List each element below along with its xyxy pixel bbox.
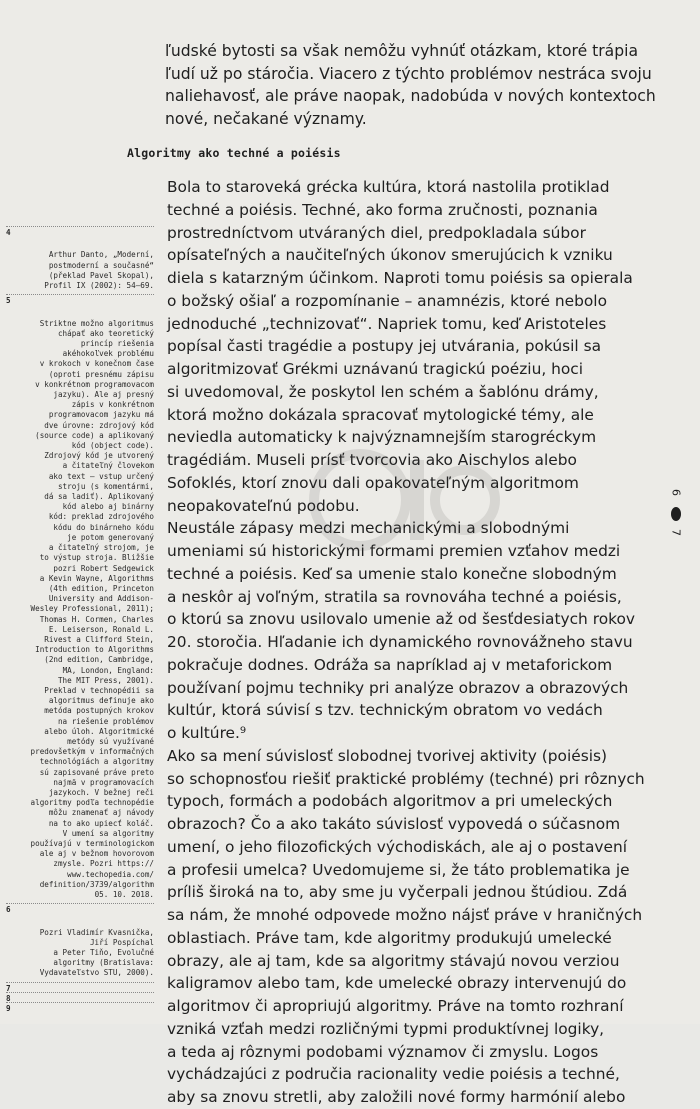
footnote-6	[6, 903, 154, 978]
footnote-number: 8	[6, 993, 11, 1003]
footnote-text: Pozri Vladimír Kvasnička, Jiří Pospíchal a Peter Tiňo, Evolučné algoritmy (Bratislava: Vydavateľstvo STU, 2000).	[39, 927, 154, 978]
folio-dot-icon	[671, 507, 681, 521]
footnote-9	[6, 1002, 154, 1013]
footnote-text: Arthur Danto, „Moderní, postmoderní a současné“ (překlad Pavel Skopal), Profil IX (2002): 54–69.	[44, 250, 154, 291]
footnote-number: 5	[6, 296, 11, 306]
paragraph-1: Bola to staroveká grécka kultúra, ktorá nastolila protiklad techné a poiésis. Techné, ako forma zručnosti, poznania prostredníctvom utváraných diel, predpokladala súbor opísateľných a naučiteľných úkonov smerujúcich k vzniku diela s katarzným účinkom. Naproti tomu poiésis sa opierala o božský ošiaľ a rozpomínanie – anamnézis, ktoré nebolo jednoduché „technizovať“. Napriek tomu, keď Aristoteles popísal časti tragédie a postupy jej utvárania, pokúsil sa algoritmizovať Grékmi uznávanú tragickú poéziu, hoci si uvedomoval, že poskytol len schém a šablónu drámy, ktorá možno dokázala spracovať mytologické témy, ale neviedla automaticky k najvýznamnejším starogréckym tragédiám. Museli prísť tvorcovia ako Aischylos alebo Sofoklés, ktorí znovu dali opakovateľným algoritmom neopakovateľnú podobu.	[167, 178, 633, 515]
footnote-8	[6, 992, 154, 1003]
footnote-number: 4	[6, 228, 11, 237]
paragraph-3: Ako sa mení súvislosť slobodnej tvorivej aktivity (poiésis) so schopnosťou riešiť praktické problémy (techné) pri rôznych typoch, formách a podobách algoritmov a pri umeleckých obrazoch? Čo a ako takáto súvislosť vypovedá o súčasnom umení, o jeho filozofických východiskách, ale aj o postavení a profesii umelca? Uvedomujeme si, že táto problematika je príliš široká na to, aby sme ju vyčerpali jednou štúdiou. Zdá sa nám, že mnohé odpovede možno nájsť práve v hraničných oblastiach. Práve tam, kde algoritmy produkujú umelecké obrazy, ale aj tam, kde sa algoritmy stávajú novou verziou kaligramov alebo tam, kde umelecké obrazy intervenujú do algoritmov či apropriujú algoritmy. Práve na tomto rozhraní vzniká vzťah medzi rozličnými typmi produktívnej logiky, a teda aj rôznymi podobami významov či zmyslu. Logos vychádzajúci z područia racionality vedie poiésis a techné, aby sa znovu stretli, aby založili nové formy harmónií alebo	[167, 746, 645, 1106]
page-number-marker	[664, 486, 688, 550]
footnotes-column	[6, 226, 154, 1012]
footnote-number: 6	[6, 905, 11, 915]
section-heading: Algoritmy ako techné a poiésis	[127, 146, 341, 160]
footnote-number: 7	[6, 983, 11, 993]
paragraph-2: Neustále zápasy medzi mechanickými a slobodnými umeniami sú historickými formami premien vzťahov medzi techné a poiésis. Keď sa umenie stalo konečne slobodným a neskôr aj voľným, stratila sa rovnováha techné a poiésis, o ktorú sa znovu usilovalo umenie až od šesťdesiatych rokov 20. storočia. Hľadanie ich dynamického rovnovážneho stavu pokračuje dodnes. Odráža sa napríklad aj v metaforickom používaní pojmu techniky pri analýze obrazov a obrazových kultúr, ktorá súvisí s tzv. technickým obratom vo vedách o kultúre.⁹	[167, 519, 635, 742]
main-text	[167, 176, 662, 1109]
footnote-4	[6, 226, 154, 291]
footnote-text: Striktne možno algoritmus chápať ako teoretický princíp riešenia akéhokoľvek problému v krokoch v konečnom čase (oproti presnému zápisu v konkrétnom programovacom jazyku). Ale aj presný zápis v konkrétnom programovacom jazyku má dve úrovne: zdrojový kód (source code) a aplikovaný kód (object code). Zdrojový kód je utvorený a čitateľný človekom ako text – vstup určený stroju (s komentármi, dá sa ladiť). Aplikovaný kód alebo aj binárny kód: preklad zdrojového kódu do binárneho kódu je potom generovaný a čitateľný strojom, je to výstup stroja. Bližšie pozri Robert Sedgewick a Kevin Wayne, Algorithms (4th edition, Princeton University and Addison- Wesley Professional, 2011); Thomas H. Cormen, Charles E. Leiserson, Ronald L. Rivest a Clifford Stein, Introduction to Algorithms (2nd edition, Cambridge, MA, London, England: The MIT Press, 2001). Preklad v technopédii sa algoritmus definuje ako metóda postupných krokov na riešenie problémov alebo úloh. Algoritmické metódy sú využívané predovšetkým v informačných technológiách a algoritmy sú zapisované práve preto najmä v programovacích jazykoch. V bežnej reči algoritmy podľa technopédie môžu znamenať aj návody na to ako upiecť koláč. V umení sa algoritmy používajú v terminologickom ale aj v bežnom hovorovom zmysle. Pozri https:// www.techopedia.com/ definition/3739/algorithm 05. 10. 2018.	[30, 318, 154, 899]
page-number-first: 6	[669, 489, 683, 496]
footnote-number: 9	[6, 1003, 11, 1013]
footnote-5	[6, 294, 154, 900]
page-number-second: 7	[669, 529, 683, 536]
footnote-7	[6, 982, 154, 993]
intro-paragraph: ľudské bytosti sa však nemôžu vyhnúť otázkam, ktoré trápia ľudí už po stáročia. Viacero z týchto problémov nestráca svoju naliehavosť, ale práve naopak, nadobúda v nových kontextoch nové, nečakané významy.	[165, 42, 656, 128]
circle-logo-icon	[300, 440, 500, 560]
